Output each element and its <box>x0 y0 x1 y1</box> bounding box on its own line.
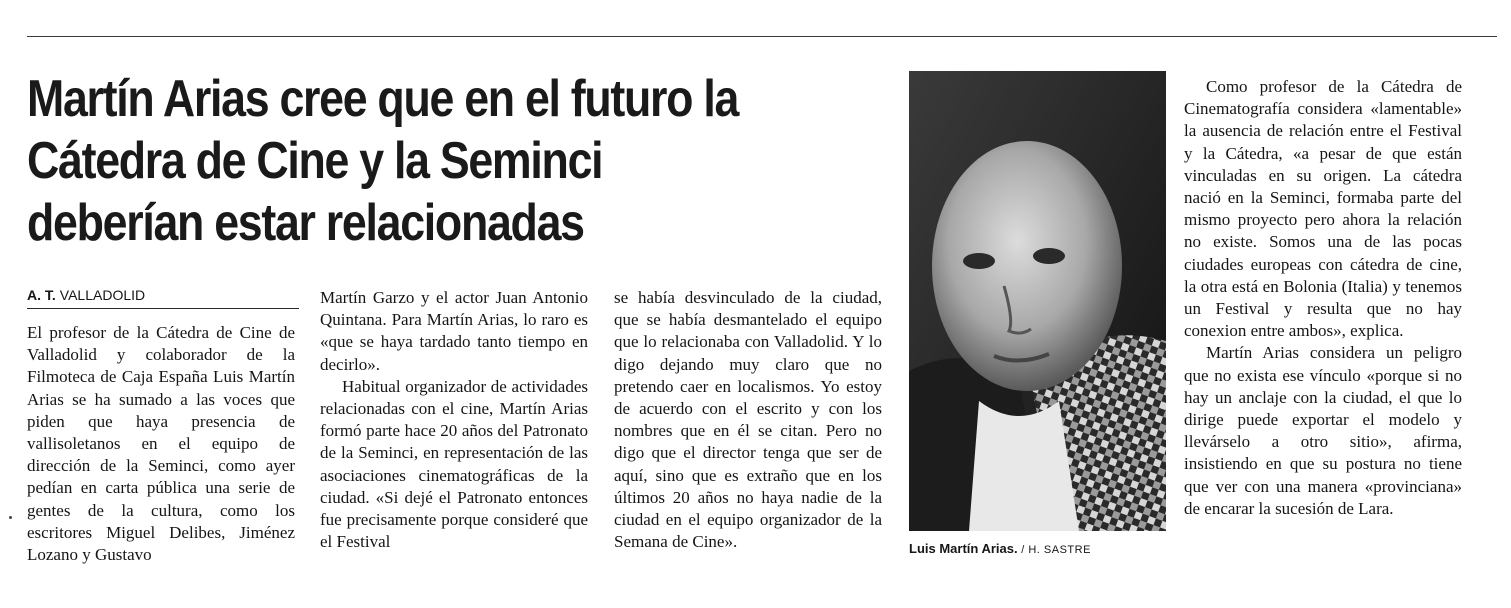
article-column-3 <box>614 287 882 553</box>
scan-speck <box>9 516 12 519</box>
top-rule <box>27 36 1497 37</box>
paragraph: Habitual organizador de actividades relacionadas con el cine, Martín Arias formó parte hace 20 años del Patronato de la Seminci, en representación de las asociaciones cinematográficas de la ciudad. «Si dejé el Patronato entonces fue precisamente porque consideré que el Festival <box>320 376 588 552</box>
paragraph: Como profesor de la Cátedra de Cinematografía considera «lamentable» la ausencia de relación entre el Festival y la Cátedra, «a pesar de que están vinculadas en su origen. La cátedra nació en la Seminci, formaba parte del mismo proyecto pero ahora la relación no existe. Somos una de las pocas ciudades europeas con cátedra de cine, la otra está en Bolonia (Italia) y tenemos un Festival y resulta que no hay conexion entre ambos», explica. <box>1184 77 1462 341</box>
paragraph: Martín Garzo y el actor Juan Antonio Quintana. Para Martín Arias, lo raro es «que se haya tardado tanto tiempo en decirlo». <box>320 288 588 374</box>
portrait-photo-image <box>909 71 1166 531</box>
article-column-1 <box>27 322 295 566</box>
article-column-4 <box>1184 76 1462 520</box>
paragraph: Martín Arias considera un peligro que no exista ese vínculo «porque si no hay un anclaje con la ciudad, el que lo dirige puede exportar el modelo y llevárselo a otro sitio», afirma, insistiendo en que su postura no tiene que ver con una manera «provinciana» de encarar la sucesión de Lara. <box>1184 343 1462 518</box>
byline <box>27 287 299 309</box>
portrait-photo <box>909 71 1166 531</box>
caption-name: Luis Martín Arias. <box>909 541 1018 556</box>
paragraph: El profesor de la Cátedra de Cine de Valladolid y colaborador de la Filmoteca de Caja España Luis Martín Arias se ha sumado a las voces que piden que haya presencia de vallisoletanos en el equipo de dirección de la Seminci, como ayer pedían en carta pública una serie de gentes de la cultura, como los escritores Miguel Delibes, Jiménez Lozano y Gustavo <box>27 323 295 565</box>
byline-location: VALLADOLID <box>59 287 146 303</box>
paragraph: se había desvinculado de la ciudad, que se había desmantelado el equipo que lo relacionaba con Valladolid. Y lo digo dejando muy claro que no pretendo caer en localismos. Yo estoy de acuerdo con el escrito y con los nombres que en él se citan. Pero no digo que el director tenga que ser de aquí, sino que es extraño que en los últimos 20 años no haya nadie de la ciudad en el equipo organizador de la Semana de Cine». <box>614 288 882 552</box>
photo-caption <box>909 541 1179 558</box>
byline-author: A. T. <box>27 287 56 303</box>
article-headline: Martín Arias cree que en el futuro la Cátedra de Cine y la Seminci deberían estar relacionadas <box>27 70 739 252</box>
article-column-2 <box>320 287 588 553</box>
caption-credit: / H. SASTRE <box>1021 544 1091 556</box>
